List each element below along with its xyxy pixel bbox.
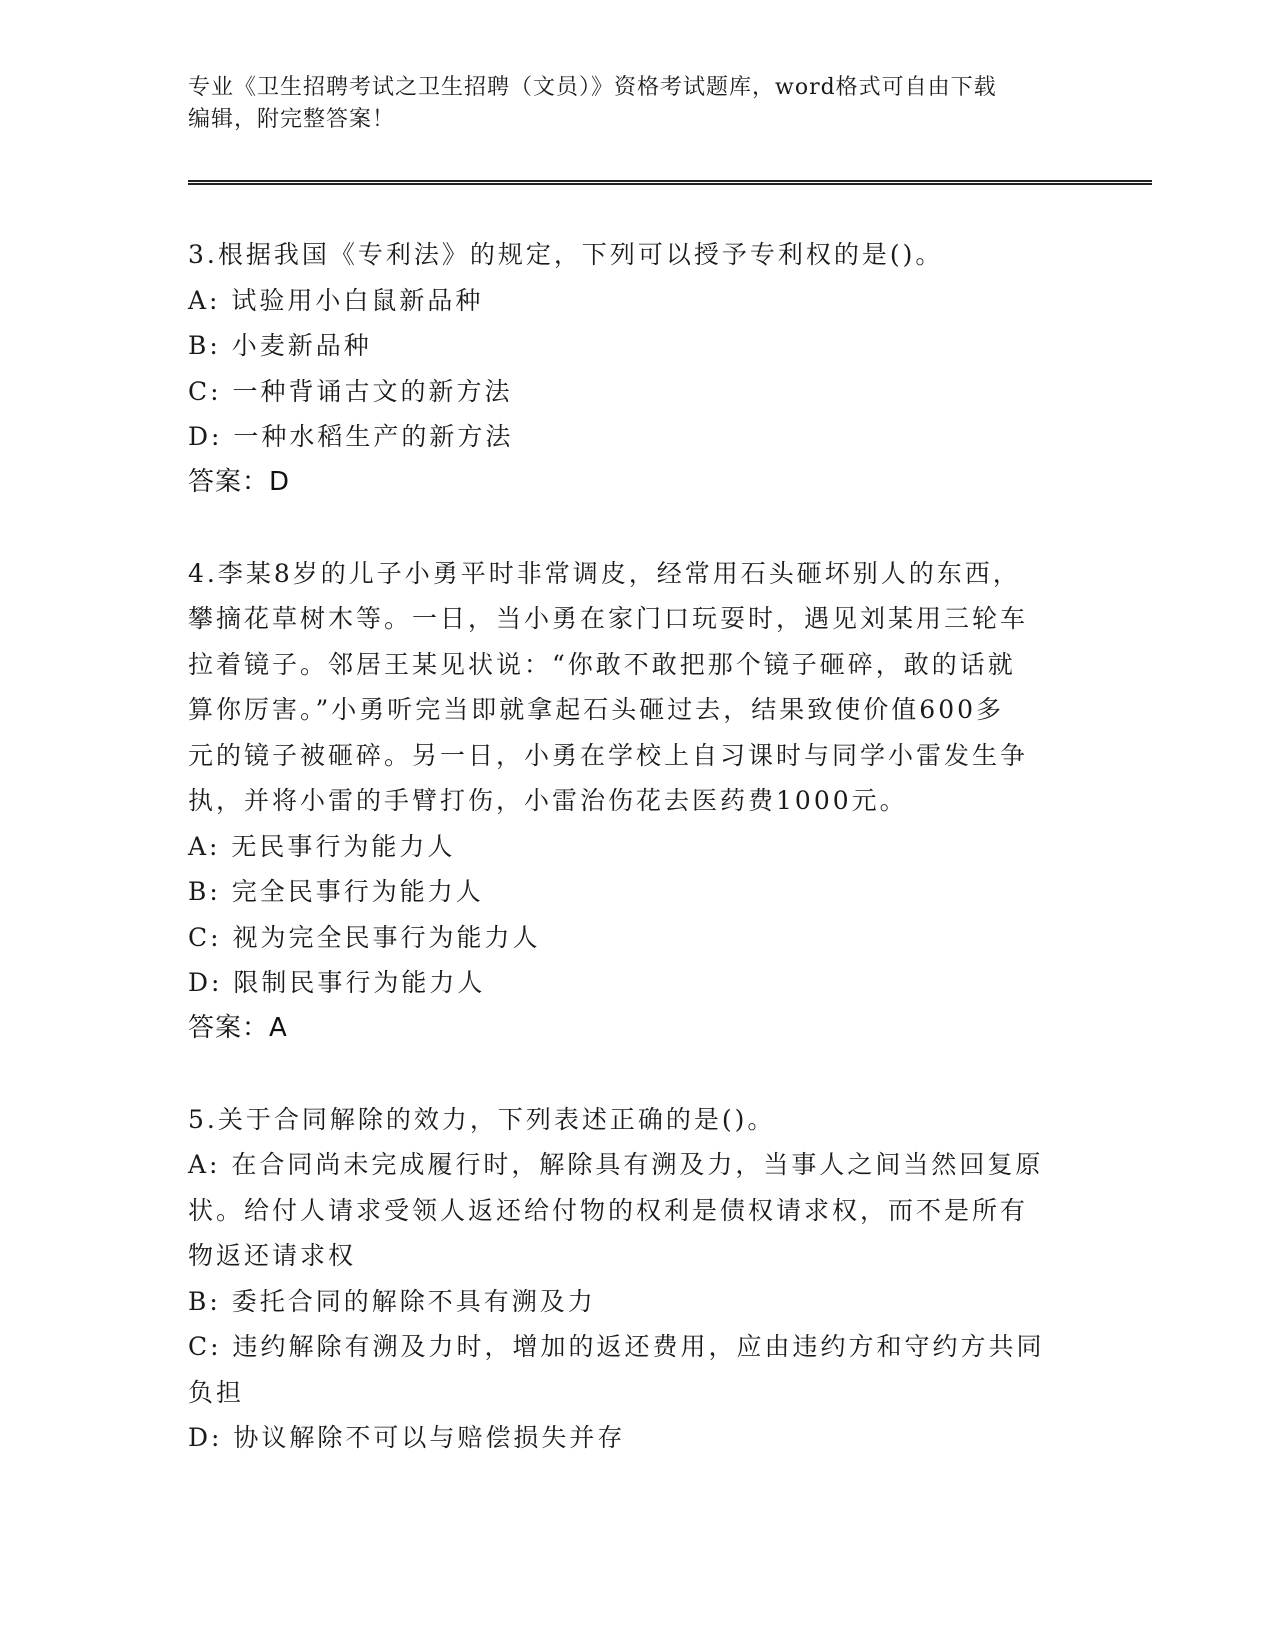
question-stem-line: 5.关于合同解除的效力，下列表述正确的是()。 — [188, 1104, 776, 1134]
header-line-2: 编辑，附完整答案！ — [188, 107, 396, 132]
option-line: D: 限制民事行为能力人 — [188, 968, 486, 997]
option-line: A: 在合同尚未完成履行时，解除具有溯及力，当事人之间当然回复原 — [188, 1150, 1044, 1179]
option-line: B: 完全民事行为能力人 — [188, 877, 484, 906]
question-stem-line: 3.根据我国《专利法》的规定，下列可以授予专利权的是()。 — [188, 240, 944, 269]
answer-line: 答案：D — [188, 466, 291, 497]
question-block — [188, 551, 1088, 1052]
option-line: 负担 — [188, 1377, 245, 1407]
question-stem-line: 元的镜子被砸碎。另一日，小勇在学校上自习课时与同学小雷发生争 — [188, 740, 1029, 770]
option-line: C: 一种背诵古文的新方法 — [188, 376, 513, 406]
option-line: D: 协议解除不可以与赔偿损失并存 — [188, 1423, 626, 1452]
question-stem-line: 算你厉害。”小勇听完当即就拿起石头砸过去，结果致使价值600多 — [188, 695, 1005, 724]
header-line-1: 专业《卫生招聘考试之卫生招聘（文员）》资格考试题库，word格式可自由下载 — [188, 75, 997, 100]
option-line: C: 违约解除有溯及力时，增加的返还费用，应由违约方和守约方共同 — [188, 1332, 1045, 1361]
document-header — [188, 72, 1068, 136]
question-stem-line: 攀摘花草树木等。一日，当小勇在家门口玩耍时，遇见刘某用三轮车 — [188, 604, 1029, 633]
question-stem-line: 执，并将小雷的手臂打伤，小雷治伤花去医药费1000元。 — [188, 786, 908, 815]
option-line: A: 无民事行为能力人 — [188, 831, 456, 861]
question-block — [188, 1097, 1088, 1461]
header-divider — [188, 180, 1152, 185]
option-line: B: 小麦新品种 — [188, 331, 372, 360]
option-line: 物返还请求权 — [188, 1241, 357, 1270]
answer-line: 答案：A — [188, 1012, 288, 1043]
option-line: A: 试验用小白鼠新品种 — [188, 285, 484, 315]
option-line: C: 视为完全民事行为能力人 — [188, 922, 541, 952]
question-spacer — [188, 505, 1088, 551]
question-stem-line: 4.李某8岁的儿子小勇平时非常调皮，经常用石头砸坏别人的东西， — [188, 558, 1021, 588]
question-stem-line: 拉着镜子。邻居王某见状说：“你敢不敢把那个镜子砸碎，敢的话就 — [188, 649, 1016, 679]
option-line: 状。给付人请求受领人返还给付物的权利是债权请求权，而不是所有 — [188, 1195, 1029, 1225]
question-block — [188, 232, 1088, 505]
question-list — [188, 232, 1088, 1461]
option-line: D: 一种水稻生产的新方法 — [188, 422, 514, 451]
question-spacer — [188, 1051, 1088, 1097]
option-line: B: 委托合同的解除不具有溯及力 — [188, 1286, 596, 1316]
